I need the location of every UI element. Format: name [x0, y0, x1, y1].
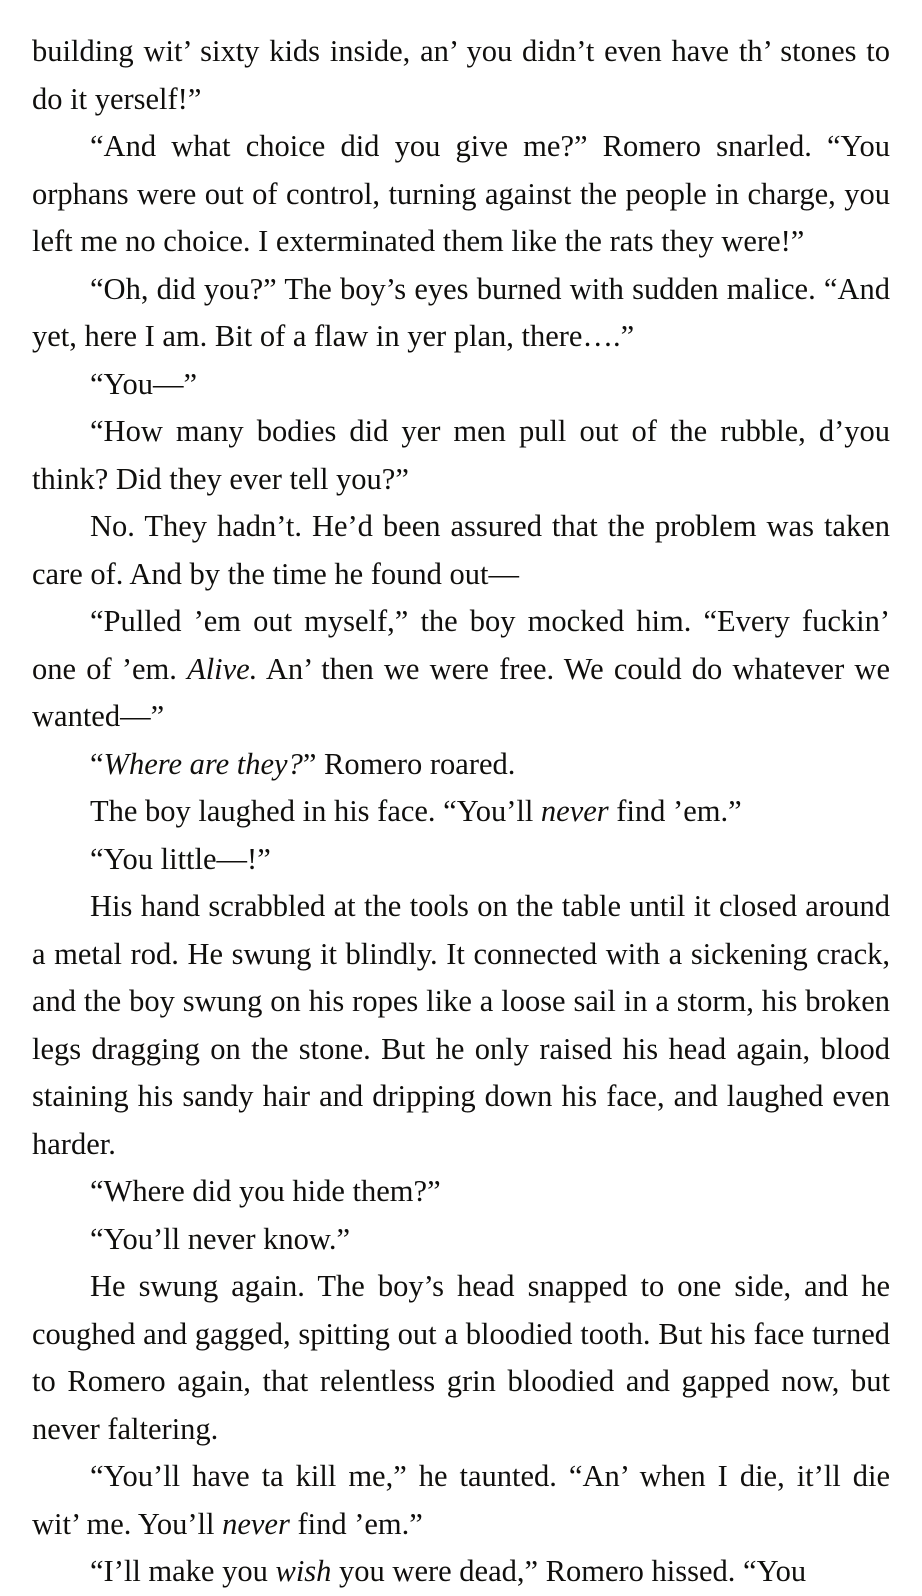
- text-run: He swung again. The boy’s head snapped to one side, and he coughed and gagged, spitting out a bloodied tooth. But his face turned to Romero again, that relentless grin bloodied and gapped now, but never faltering.: [32, 1269, 890, 1446]
- emphasis-text: wish: [275, 1554, 332, 1588]
- paragraph: [32, 1168, 890, 1216]
- text-run: find ’em.”: [289, 1506, 423, 1541]
- text-run: building wit’ sixty kids inside, an’ you didn’t even have th’ stones to do it yerself!”: [32, 34, 890, 116]
- text-run: No. They hadn’t. He’d been assured that the problem was taken care of. And by the time he found out—: [32, 509, 890, 591]
- text-run: “Oh, did you?” The boy’s eyes burned with sudden malice. “And yet, here I am. Bit of a flaw in yer plan, there….”: [32, 271, 890, 353]
- paragraph: [32, 266, 890, 361]
- text-run: “I’ll make you: [90, 1554, 276, 1588]
- paragraph: [32, 408, 890, 503]
- text-run: “You’ll never know.”: [90, 1221, 351, 1256]
- emphasis-text: Where are they?: [103, 746, 303, 781]
- text-run: “You—”: [90, 366, 198, 401]
- paragraph: [32, 28, 890, 123]
- text-run: “Pulled ’em out myself,” the boy mocked him. “Every fuckin’ one of ’em.: [32, 604, 890, 686]
- paragraph: [32, 598, 890, 741]
- paragraph: [32, 503, 890, 598]
- text-run: “Where did you hide them?”: [90, 1174, 441, 1208]
- text-run: “And what choice did you give me?” Romero snarled. “You orphans were out of control, turning against the people in charge, you left me no choice. I exterminated them like the rats they were!”: [32, 129, 890, 258]
- paragraph: [32, 123, 890, 266]
- text-run: The boy laughed in his face. “You’ll: [90, 794, 541, 828]
- text-run: An’ then we were free. We could do whatever we wanted—”: [32, 651, 890, 733]
- text-run: you were dead,” Romero hissed. “You: [331, 1554, 807, 1588]
- emphasis-text: Alive.: [187, 651, 258, 686]
- paragraph: [32, 1548, 890, 1596]
- text-run: “You little—!”: [90, 841, 271, 876]
- paragraph: [32, 1453, 890, 1548]
- text-run: “: [90, 746, 104, 781]
- text-run: His hand scrabbled at the tools on the table until it closed around a metal rod. He swung it blindly. It connected with a sickening crack, and the boy swung on his ropes like a loose sail in a storm, his broken legs dragging on the stone. But he only raised his head again, blood staining his sandy hair and dripping down his face, and laughed even harder.: [32, 889, 890, 1161]
- text-run: “You’ll have ta kill me,” he taunted. “An’ when I die, it’ll die wit’ me. You’ll: [32, 1459, 890, 1541]
- paragraph: [32, 788, 890, 836]
- text-run: “How many bodies did yer men pull out of the rubble, d’you think? Did they ever tell you?”: [32, 414, 890, 496]
- paragraph: [32, 1263, 890, 1453]
- paragraph: [32, 361, 890, 409]
- text-run: find ’em.”: [608, 794, 742, 828]
- paragraph: [32, 741, 890, 789]
- text-run: ” Romero roared.: [302, 746, 516, 781]
- paragraph: [32, 1216, 890, 1264]
- paragraph: [32, 836, 890, 884]
- paragraph: [32, 883, 890, 1168]
- page-body-text: [32, 28, 890, 1596]
- emphasis-text: never: [540, 794, 609, 828]
- emphasis-text: never: [222, 1506, 290, 1541]
